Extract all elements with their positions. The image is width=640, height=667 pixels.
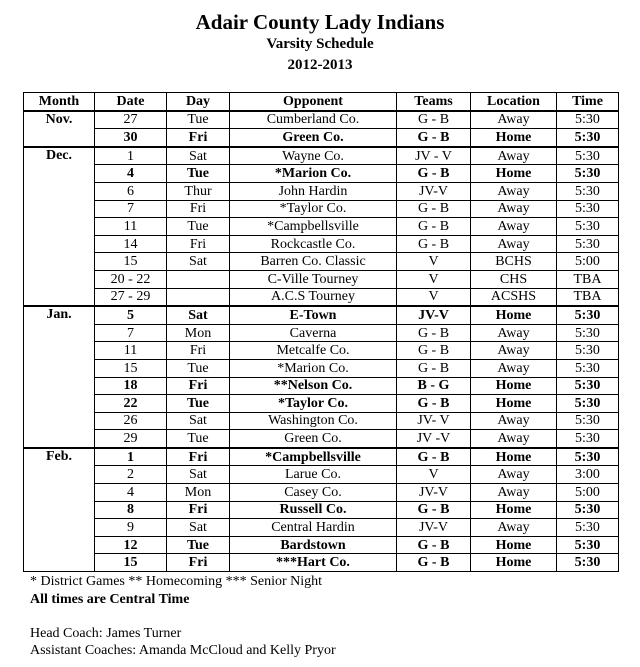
game-teams: G - B xyxy=(397,448,471,466)
game-location: Home xyxy=(471,554,557,572)
game-day: Tue xyxy=(167,430,230,448)
game-teams: JV -V xyxy=(397,430,471,448)
column-header-day: Day xyxy=(167,93,230,111)
game-opponent: C-Ville Tourney xyxy=(230,270,397,288)
game-opponent: E-Town xyxy=(230,306,397,324)
game-opponent: *Taylor Co. xyxy=(230,395,397,413)
game-date: 22 xyxy=(95,395,167,413)
game-location: Home xyxy=(471,165,557,183)
time-zone-note: All times are Central Time xyxy=(30,592,190,607)
game-location: Away xyxy=(471,200,557,218)
game-date: 14 xyxy=(95,235,167,253)
game-teams: B - G xyxy=(397,377,471,395)
column-header-location: Location xyxy=(471,93,557,111)
game-time: 5:30 xyxy=(557,377,619,395)
game-date: 26 xyxy=(95,412,167,430)
game-day: Fri xyxy=(167,129,230,147)
game-day: Fri xyxy=(167,554,230,572)
column-header-date: Date xyxy=(95,93,167,111)
month-label: Dec. xyxy=(24,147,95,306)
game-location: BCHS xyxy=(471,253,557,271)
table-row xyxy=(24,218,619,236)
game-day: Sat xyxy=(167,253,230,271)
game-opponent: Green Co. xyxy=(230,430,397,448)
game-date: 30 xyxy=(95,129,167,147)
table-row xyxy=(24,253,619,271)
game-date: 12 xyxy=(95,536,167,554)
game-teams: JV - V xyxy=(397,147,471,165)
game-time: 5:30 xyxy=(557,342,619,360)
game-teams: V xyxy=(397,466,471,484)
game-opponent: Metcalfe Co. xyxy=(230,342,397,360)
game-location: Away xyxy=(471,412,557,430)
schedule-table xyxy=(23,92,619,572)
schedule-subtitle: Varsity Schedule xyxy=(266,36,374,52)
game-teams: JV- V xyxy=(397,412,471,430)
table-row xyxy=(24,554,619,572)
table-row xyxy=(24,288,619,306)
game-day: Sat xyxy=(167,306,230,324)
game-day: Tue xyxy=(167,111,230,129)
game-time: 5:30 xyxy=(557,147,619,165)
game-teams: JV-V xyxy=(397,306,471,324)
game-time: 5:30 xyxy=(557,359,619,377)
game-teams: G - B xyxy=(397,200,471,218)
game-location: Home xyxy=(471,536,557,554)
game-date: 4 xyxy=(95,484,167,502)
game-date: 7 xyxy=(95,324,167,342)
game-location: ACSHS xyxy=(471,288,557,306)
game-opponent: *Campbellsville xyxy=(230,218,397,236)
table-row xyxy=(24,430,619,448)
table-row xyxy=(24,270,619,288)
table-row xyxy=(24,412,619,430)
game-location: Away xyxy=(471,466,557,484)
head-coach: Head Coach: James Turner xyxy=(30,626,182,641)
game-day: Thur xyxy=(167,182,230,200)
table-row xyxy=(24,182,619,200)
month-label: Jan. xyxy=(24,306,95,448)
game-opponent: Washington Co. xyxy=(230,412,397,430)
game-opponent: ***Hart Co. xyxy=(230,554,397,572)
game-time: 5:30 xyxy=(557,519,619,537)
game-opponent: *Marion Co. xyxy=(230,165,397,183)
game-opponent: Green Co. xyxy=(230,129,397,147)
game-date: 1 xyxy=(95,448,167,466)
game-time: 5:30 xyxy=(557,182,619,200)
season-label: 2012-2013 xyxy=(287,57,353,73)
table-row xyxy=(24,519,619,537)
month-label: Nov. xyxy=(24,111,95,147)
game-day xyxy=(167,288,230,306)
game-time: 5:30 xyxy=(557,165,619,183)
game-location: Home xyxy=(471,129,557,147)
game-location: Away xyxy=(471,342,557,360)
game-teams: G - B xyxy=(397,111,471,129)
game-teams: V xyxy=(397,288,471,306)
column-header-opponent: Opponent xyxy=(230,93,397,111)
game-opponent: Bardstown xyxy=(230,536,397,554)
table-row xyxy=(24,501,619,519)
game-day: Mon xyxy=(167,484,230,502)
game-day: Fri xyxy=(167,235,230,253)
game-date: 18 xyxy=(95,377,167,395)
game-day: Mon xyxy=(167,324,230,342)
game-location: CHS xyxy=(471,270,557,288)
game-time: 5:00 xyxy=(557,253,619,271)
game-location: Away xyxy=(471,430,557,448)
game-day: Tue xyxy=(167,218,230,236)
game-time: TBA xyxy=(557,270,619,288)
game-opponent: *Marion Co. xyxy=(230,359,397,377)
game-teams: G - B xyxy=(397,536,471,554)
game-day: Sat xyxy=(167,147,230,165)
game-date: 27 - 29 xyxy=(95,288,167,306)
game-opponent: A.C.S Tourney xyxy=(230,288,397,306)
game-opponent: *Campbellsville xyxy=(230,448,397,466)
game-location: Away xyxy=(471,235,557,253)
game-date: 1 xyxy=(95,147,167,165)
game-time: 5:30 xyxy=(557,554,619,572)
game-location: Home xyxy=(471,377,557,395)
game-date: 15 xyxy=(95,359,167,377)
game-date: 15 xyxy=(95,554,167,572)
game-opponent: John Hardin xyxy=(230,182,397,200)
game-location: Away xyxy=(471,324,557,342)
game-teams: G - B xyxy=(397,501,471,519)
game-opponent: Larue Co. xyxy=(230,466,397,484)
game-opponent: Casey Co. xyxy=(230,484,397,502)
table-row xyxy=(24,129,619,147)
game-date: 11 xyxy=(95,342,167,360)
game-location: Home xyxy=(471,501,557,519)
game-opponent: Barren Co. Classic xyxy=(230,253,397,271)
game-day: Tue xyxy=(167,395,230,413)
table-row xyxy=(24,395,619,413)
game-location: Away xyxy=(471,147,557,165)
table-row xyxy=(24,359,619,377)
game-date: 11 xyxy=(95,218,167,236)
game-teams: V xyxy=(397,270,471,288)
game-teams: G - B xyxy=(397,395,471,413)
game-day xyxy=(167,270,230,288)
table-row xyxy=(24,235,619,253)
game-day: Tue xyxy=(167,165,230,183)
game-date: 8 xyxy=(95,501,167,519)
game-day: Tue xyxy=(167,536,230,554)
table-row xyxy=(24,448,619,466)
game-opponent: **Nelson Co. xyxy=(230,377,397,395)
game-time: 5:30 xyxy=(557,111,619,129)
game-time: TBA xyxy=(557,288,619,306)
table-row xyxy=(24,466,619,484)
game-date: 20 - 22 xyxy=(95,270,167,288)
table-row xyxy=(24,324,619,342)
table-row xyxy=(24,306,619,324)
game-teams: JV-V xyxy=(397,182,471,200)
game-time: 5:00 xyxy=(557,484,619,502)
game-teams: G - B xyxy=(397,554,471,572)
game-opponent: *Taylor Co. xyxy=(230,200,397,218)
game-teams: JV-V xyxy=(397,519,471,537)
column-header-time: Time xyxy=(557,93,619,111)
table-row xyxy=(24,377,619,395)
column-header-teams: Teams xyxy=(397,93,471,111)
schedule-body xyxy=(24,111,619,572)
game-date: 9 xyxy=(95,519,167,537)
game-opponent: Rockcastle Co. xyxy=(230,235,397,253)
game-day: Sat xyxy=(167,519,230,537)
table-row xyxy=(24,165,619,183)
game-time: 5:30 xyxy=(557,536,619,554)
game-time: 5:30 xyxy=(557,448,619,466)
game-day: Fri xyxy=(167,342,230,360)
game-location: Home xyxy=(471,306,557,324)
header-row xyxy=(24,93,619,111)
table-row xyxy=(24,536,619,554)
game-date: 4 xyxy=(95,165,167,183)
game-time: 5:30 xyxy=(557,412,619,430)
legend-note: * District Games ** Homecoming *** Senior Night xyxy=(30,574,323,589)
game-teams: G - B xyxy=(397,218,471,236)
game-location: Away xyxy=(471,484,557,502)
game-time: 5:30 xyxy=(557,218,619,236)
game-location: Home xyxy=(471,448,557,466)
game-opponent: Central Hardin xyxy=(230,519,397,537)
month-label: Feb. xyxy=(24,448,95,572)
game-location: Away xyxy=(471,111,557,129)
game-teams: V xyxy=(397,253,471,271)
game-time: 5:30 xyxy=(557,235,619,253)
game-time: 5:30 xyxy=(557,306,619,324)
game-date: 6 xyxy=(95,182,167,200)
game-opponent: Caverna xyxy=(230,324,397,342)
game-teams: G - B xyxy=(397,342,471,360)
page-title: Adair County Lady Indians xyxy=(195,10,445,34)
game-day: Sat xyxy=(167,412,230,430)
game-teams: G - B xyxy=(397,359,471,377)
game-day: Sat xyxy=(167,466,230,484)
game-time: 5:30 xyxy=(557,501,619,519)
game-teams: G - B xyxy=(397,165,471,183)
game-date: 7 xyxy=(95,200,167,218)
game-location: Away xyxy=(471,359,557,377)
game-date: 27 xyxy=(95,111,167,129)
game-day: Fri xyxy=(167,501,230,519)
table-row xyxy=(24,200,619,218)
game-time: 3:00 xyxy=(557,466,619,484)
table-row xyxy=(24,484,619,502)
game-day: Fri xyxy=(167,200,230,218)
table-row xyxy=(24,111,619,129)
game-location: Home xyxy=(471,395,557,413)
game-time: 5:30 xyxy=(557,129,619,147)
game-day: Fri xyxy=(167,377,230,395)
game-location: Away xyxy=(471,519,557,537)
game-day: Tue xyxy=(167,359,230,377)
game-date: 15 xyxy=(95,253,167,271)
table-row xyxy=(24,147,619,165)
game-time: 5:30 xyxy=(557,430,619,448)
game-time: 5:30 xyxy=(557,200,619,218)
game-time: 5:30 xyxy=(557,324,619,342)
game-location: Away xyxy=(471,218,557,236)
game-time: 5:30 xyxy=(557,395,619,413)
assistant-coaches: Assistant Coaches: Amanda McCloud and Kelly Pryor xyxy=(30,643,336,658)
game-opponent: Wayne Co. xyxy=(230,147,397,165)
game-day: Fri xyxy=(167,448,230,466)
game-teams: G - B xyxy=(397,324,471,342)
game-date: 5 xyxy=(95,306,167,324)
table-row xyxy=(24,342,619,360)
game-location: Away xyxy=(471,182,557,200)
game-teams: JV-V xyxy=(397,484,471,502)
column-header-month: Month xyxy=(24,93,95,111)
game-teams: G - B xyxy=(397,129,471,147)
game-opponent: Cumberland Co. xyxy=(230,111,397,129)
game-teams: G - B xyxy=(397,235,471,253)
game-date: 2 xyxy=(95,466,167,484)
game-date: 29 xyxy=(95,430,167,448)
game-opponent: Russell Co. xyxy=(230,501,397,519)
